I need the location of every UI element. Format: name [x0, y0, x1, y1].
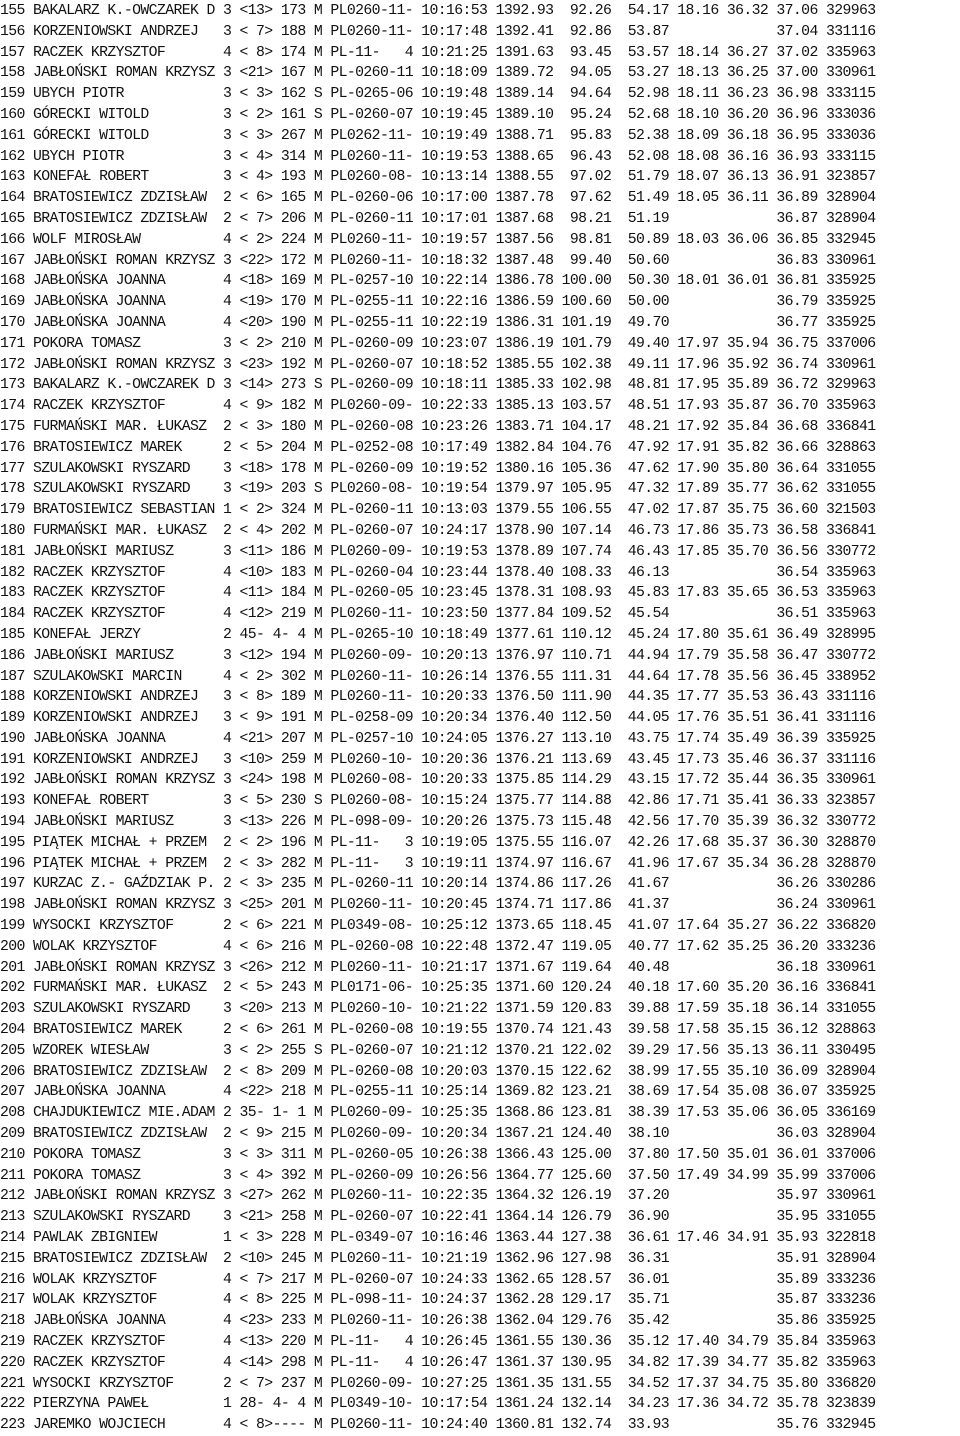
result-row: 163 KONEFAŁ ROBERT 3 < 4> 193 M PL0260-08- 10:13:14 1388.55 97.02 51.79 18.07 36.13 36.91 323857: [0, 169, 876, 186]
result-row: 207 JABŁOŃSKA JOANNA 4 <22> 218 M PL-0255-11 10:25:14 1369.82 123.21 38.69 17.54 35.08 36.07 335925: [0, 1084, 876, 1101]
result-row: 178 SZULAKOWSKI RYSZARD 3 <19> 203 S PL0260-08- 10:19:54 1379.97 105.95 47.32 17.89 35.77 36.62 331055: [0, 481, 876, 498]
result-row: 205 WZOREK WIESŁAW 3 < 2> 255 S PL-0260-07 10:21:12 1370.21 122.02 39.29 17.56 35.13 36.11 330495: [0, 1042, 876, 1059]
result-row: 185 KONEFAŁ JERZY 2 45- 4- 4 M PL-0265-10 10:18:49 1377.61 110.12 45.24 17.80 35.61 36.49 328995: [0, 626, 876, 643]
result-row: 174 RACZEK KRZYSZTOF 4 < 9> 182 M PL0260-09- 10:22:33 1385.13 103.57 48.51 17.93 35.87 36.70 335963: [0, 398, 876, 415]
result-row: 201 JABŁOŃSKI ROMAN KRZYSZ 3 <26> 212 M PL0260-11- 10:21:17 1371.67 119.64 40.48 36.18 330961: [0, 959, 876, 976]
result-row: 156 KORZENIOWSKI ANDRZEJ 3 < 7> 188 M PL0260-11- 10:17:48 1392.41 92.86 53.87 37.04 331116: [0, 23, 876, 40]
result-row: 166 WOLF MIROSŁAW 4 < 2> 224 M PL0260-11- 10:19:57 1387.56 98.81 50.89 18.03 36.06 36.85 332945: [0, 231, 876, 248]
result-row: 213 SZULAKOWSKI RYSZARD 3 <21> 258 M PL-0260-07 10:22:41 1364.14 126.79 36.90 35.95 331055: [0, 1209, 876, 1226]
result-row: 176 BRATOSIEWICZ MAREK 2 < 5> 204 M PL-0252-08 10:17:49 1382.84 104.76 47.92 17.91 35.82 36.66 328863: [0, 439, 876, 456]
result-row: 159 UBYCH PIOTR 3 < 3> 162 S PL-0265-06 10:19:48 1389.14 94.64 52.98 18.11 36.23 36.98 333115: [0, 86, 876, 103]
result-row: 203 SZULAKOWSKI RYSZARD 3 <20> 213 M PL0260-10- 10:21:22 1371.59 120.83 39.88 17.59 35.18 36.14 331055: [0, 1001, 876, 1018]
result-row: 192 JABŁOŃSKI ROMAN KRZYSZ 3 <24> 198 M PL0260-08- 10:20:33 1375.85 114.29 43.15 17.72 35.44 36.35 330961: [0, 772, 876, 789]
result-row: 222 PIERZYNA PAWEŁ 1 28- 4- 4 M PL0349-10- 10:17:54 1361.24 132.14 34.23 17.36 34.72 35.78 323839: [0, 1396, 876, 1413]
result-row: 190 JABŁOŃSKA JOANNA 4 <21> 207 M PL-0257-10 10:24:05 1376.27 113.10 43.75 17.74 35.49 36.39 335925: [0, 730, 876, 747]
result-row: 214 PAWLAK ZBIGNIEW 1 < 3> 228 M PL-0349-07 10:16:46 1363.44 127.38 36.61 17.46 34.91 35.93 322818: [0, 1230, 876, 1247]
result-row: 193 KONEFAŁ ROBERT 3 < 5> 230 S PL0260-08- 10:15:24 1375.77 114.88 42.86 17.71 35.41 36.33 323857: [0, 793, 876, 810]
result-row: 179 BRATOSIEWICZ SEBASTIAN 1 < 2> 324 M PL-0260-11 10:13:03 1379.55 106.55 47.02 17.87 35.75 36.60 321503: [0, 502, 876, 519]
result-row: 219 RACZEK KRZYSZTOF 4 <13> 220 M PL-11- 4 10:26:45 1361.55 130.36 35.12 17.40 34.79 35.84 335963: [0, 1334, 876, 1350]
result-row: 196 PIĄTEK MICHAŁ + PRZEM 2 < 3> 282 M PL-11- 3 10:19:11 1374.97 116.67 41.96 17.67 35.34 36.28 328870: [0, 855, 876, 872]
result-row: 202 FURMAŃSKI MAR. ŁUKASZ 2 < 5> 243 M PL0171-06- 10:25:35 1371.60 120.24 40.18 17.60 35.20 36.16 336841: [0, 980, 876, 997]
result-row: 182 RACZEK KRZYSZTOF 4 <10> 183 M PL-0260-04 10:23:44 1378.40 108.33 46.13 36.54 335963: [0, 564, 876, 581]
result-row: 162 UBYCH PIOTR 3 < 4> 314 M PL0260-11- 10:19:53 1388.65 96.43 52.08 18.08 36.16 36.93 333115: [0, 148, 876, 165]
results-listing: [0, 1, 960, 1436]
result-row: 209 BRATOSIEWICZ ZDZISŁAW 2 < 9> 215 M PL0260-09- 10:20:34 1367.21 124.40 38.10 36.03 328904: [0, 1126, 876, 1143]
result-row: 161 GÓRECKI WITOLD 3 < 3> 267 M PL0262-11- 10:19:49 1388.71 95.83 52.38 18.09 36.18 36.95 333036: [0, 127, 876, 144]
result-row: 194 JABŁOŃSKI MARIUSZ 3 <13> 226 M PL-098-09- 10:20:26 1375.73 115.48 42.56 17.70 35.39 36.32 330772: [0, 814, 876, 831]
result-row: 210 POKORA TOMASZ 3 < 3> 311 M PL-0260-05 10:26:38 1366.43 125.00 37.80 17.50 35.01 36.01 337006: [0, 1146, 876, 1163]
result-row: 157 RACZEK KRZYSZTOF 4 < 8> 174 M PL-11- 4 10:21:25 1391.63 93.45 53.57 18.14 36.27 37.02 335963: [0, 44, 876, 61]
result-row: 217 WOLAK KRZYSZTOF 4 < 8> 225 M PL-098-11- 10:24:37 1362.28 129.17 35.71 35.87 333236: [0, 1292, 876, 1309]
result-row: 165 BRATOSIEWICZ ZDZISŁAW 2 < 7> 206 M PL-0260-11 10:17:01 1387.68 98.21 51.19 36.87 328904: [0, 210, 876, 227]
result-row: 168 JABŁOŃSKA JOANNA 4 <18> 169 M PL-0257-10 10:22:14 1386.78 100.00 50.30 18.01 36.01 36.81 335925: [0, 273, 876, 290]
result-row: 218 JABŁOŃSKA JOANNA 4 <23> 233 M PL0260-11- 10:26:38 1362.04 129.76 35.42 35.86 335925: [0, 1313, 876, 1330]
result-row: 183 RACZEK KRZYSZTOF 4 <11> 184 M PL-0260-05 10:23:45 1378.31 108.93 45.83 17.83 35.65 36.53 335963: [0, 585, 876, 602]
result-row: 186 JABŁOŃSKI MARIUSZ 3 <12> 194 M PL0260-09- 10:20:13 1376.97 110.71 44.94 17.79 35.58 36.47 330772: [0, 647, 876, 664]
result-row: 197 KURZAC Z.- GAŹDZIAK P. 2 < 3> 235 M PL-0260-11 10:20:14 1374.86 117.26 41.67 36.26 330286: [0, 876, 876, 893]
result-row: 204 BRATOSIEWICZ MAREK 2 < 6> 261 M PL-0260-08 10:19:55 1370.74 121.43 39.58 17.58 35.15 36.12 328863: [0, 1022, 876, 1039]
result-row: 215 BRATOSIEWICZ ZDZISŁAW 2 <10> 245 M PL0260-11- 10:21:19 1362.96 127.98 36.31 35.91 328904: [0, 1250, 876, 1267]
result-row: 187 SZULAKOWSKI MARCIN 4 < 2> 302 M PL0260-11- 10:26:14 1376.55 111.31 44.64 17.78 35.56 36.45 338952: [0, 668, 876, 685]
result-row: 211 POKORA TOMASZ 3 < 4> 392 M PL-0260-09 10:26:56 1364.77 125.60 37.50 17.49 34.99 35.99 337006: [0, 1167, 876, 1184]
result-row: 220 RACZEK KRZYSZTOF 4 <14> 298 M PL-11- 4 10:26:47 1361.37 130.95 34.82 17.39 34.77 35.82 335963: [0, 1354, 876, 1371]
result-row: 195 PIĄTEK MICHAŁ + PRZEM 2 < 2> 196 M PL-11- 3 10:19:05 1375.55 116.07 42.26 17.68 35.37 36.30 328870: [0, 834, 876, 851]
result-row: 191 KORZENIOWSKI ANDRZEJ 3 <10> 259 M PL0260-10- 10:20:36 1376.21 113.69 43.45 17.73 35.46 36.37 331116: [0, 751, 876, 768]
result-row: 212 JABŁOŃSKI ROMAN KRZYSZ 3 <27> 262 M PL0260-11- 10:22:35 1364.32 126.19 37.20 35.97 330961: [0, 1188, 876, 1205]
result-row: 167 JABŁOŃSKI ROMAN KRZYSZ 3 <22> 172 M PL0260-11- 10:18:32 1387.48 99.40 50.60 36.83 330961: [0, 252, 876, 269]
result-row: 189 KORZENIOWSKI ANDRZEJ 3 < 9> 191 M PL-0258-09 10:20:34 1376.40 112.50 44.05 17.76 35.51 36.41 331116: [0, 710, 876, 727]
result-row: 177 SZULAKOWSKI RYSZARD 3 <18> 178 M PL-0260-09 10:19:52 1380.16 105.36 47.62 17.90 35.80 36.64 331055: [0, 460, 876, 477]
result-row: 173 BAKALARZ K.-OWCZAREK D 3 <14> 273 S PL-0260-09 10:18:11 1385.33 102.98 48.81 17.95 35.89 36.72 329963: [0, 377, 876, 394]
result-row: 164 BRATOSIEWICZ ZDZISŁAW 2 < 6> 165 M PL-0260-06 10:17:00 1387.78 97.62 51.49 18.05 36.11 36.89 328904: [0, 190, 876, 207]
result-row: 171 POKORA TOMASZ 3 < 2> 210 M PL-0260-09 10:23:07 1386.19 101.79 49.40 17.97 35.94 36.75 337006: [0, 335, 876, 352]
result-row: 198 JABŁOŃSKI ROMAN KRZYSZ 3 <25> 201 M PL0260-11- 10:20:45 1374.71 117.86 41.37 36.24 330961: [0, 897, 876, 914]
result-row: 184 RACZEK KRZYSZTOF 4 <12> 219 M PL0260-11- 10:23:50 1377.84 109.52 45.54 36.51 335963: [0, 606, 876, 623]
result-row: 206 BRATOSIEWICZ ZDZISŁAW 2 < 8> 209 M PL-0260-08 10:20:03 1370.15 122.62 38.99 17.55 35.10 36.09 328904: [0, 1063, 876, 1080]
result-row: 200 WOLAK KRZYSZTOF 4 < 6> 216 M PL-0260-08 10:22:48 1372.47 119.05 40.77 17.62 35.25 36.20 333236: [0, 938, 876, 955]
result-row: 175 FURMAŃSKI MAR. ŁUKASZ 2 < 3> 180 M PL-0260-08 10:23:26 1383.71 104.17 48.21 17.92 35.84 36.68 336841: [0, 418, 876, 435]
result-row: 180 FURMAŃSKI MAR. ŁUKASZ 2 < 4> 202 M PL-0260-07 10:24:17 1378.90 107.14 46.73 17.86 35.73 36.58 336841: [0, 522, 876, 539]
result-row: 188 KORZENIOWSKI ANDRZEJ 3 < 8> 189 M PL0260-11- 10:20:33 1376.50 111.90 44.35 17.77 35.53 36.43 331116: [0, 689, 876, 706]
result-row: 181 JABŁOŃSKI MARIUSZ 3 <11> 186 M PL0260-09- 10:19:53 1378.89 107.74 46.43 17.85 35.70 36.56 330772: [0, 543, 876, 560]
result-row: 223 JAREMKO WOJCIECH 4 < 8>---- M PL0260-11- 10:24:40 1360.81 132.74 33.93 35.76 332945: [0, 1417, 876, 1434]
result-row: 170 JABŁOŃSKA JOANNA 4 <20> 190 M PL-0255-11 10:22:19 1386.31 101.19 49.70 36.77 335925: [0, 314, 876, 331]
result-row: 160 GÓRECKI WITOLD 3 < 2> 161 S PL-0260-07 10:19:45 1389.10 95.24 52.68 18.10 36.20 36.96 333036: [0, 106, 876, 123]
result-row: 216 WOLAK KRZYSZTOF 4 < 7> 217 M PL-0260-07 10:24:33 1362.65 128.57 36.01 35.89 333236: [0, 1271, 876, 1288]
result-row: 199 WYSOCKI KRZYSZTOF 2 < 6> 221 M PL0349-08- 10:25:12 1373.65 118.45 41.07 17.64 35.27 36.22 336820: [0, 918, 876, 935]
result-row: 208 CHAJDUKIEWICZ MIE.ADAM 2 35- 1- 1 M PL0260-09- 10:25:35 1368.86 123.81 38.39 17.53 35.06 36.05 336169: [0, 1105, 876, 1122]
result-row: 155 BAKALARZ K.-OWCZAREK D 3 <13> 173 M PL0260-11- 10:16:53 1392.93 92.26 54.17 18.16 36.32 37.06 329963: [0, 3, 876, 19]
result-row: 221 WYSOCKI KRZYSZTOF 2 < 7> 237 M PL0260-09- 10:27:25 1361.35 131.55 34.52 17.37 34.75 35.80 336820: [0, 1375, 876, 1392]
result-row: 169 JABŁOŃSKA JOANNA 4 <19> 170 M PL-0255-11 10:22:16 1386.59 100.60 50.00 36.79 335925: [0, 294, 876, 311]
result-row: 172 JABŁOŃSKI ROMAN KRZYSZ 3 <23> 192 M PL-0260-07 10:18:52 1385.55 102.38 49.11 17.96 35.92 36.74 330961: [0, 356, 876, 373]
result-row: 158 JABŁOŃSKI ROMAN KRZYSZ 3 <21> 167 M PL-0260-11 10:18:09 1389.72 94.05 53.27 18.13 36.25 37.00 330961: [0, 65, 876, 82]
